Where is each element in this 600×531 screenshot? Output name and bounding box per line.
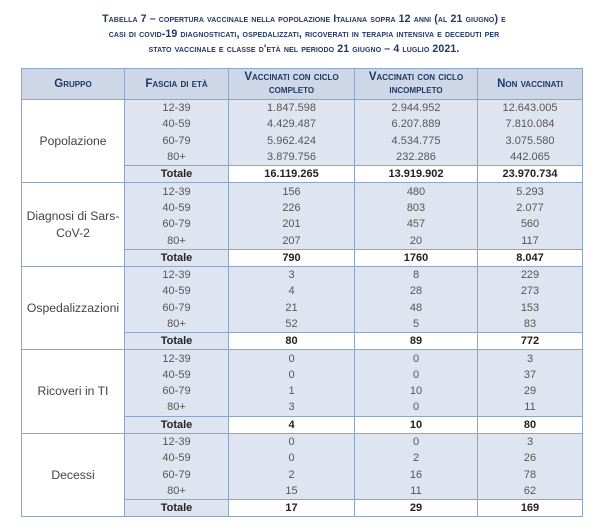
value-cell-incompleto: 8 [355, 266, 478, 283]
table-row [22, 266, 583, 283]
age-band-cell: 12-39 [125, 433, 229, 450]
value-cell-non: 83 [478, 316, 583, 333]
value-cell-incompleto: 232.286 [355, 149, 478, 166]
value-cell-non: 229 [478, 266, 583, 283]
value-cell-completo: 2 [229, 467, 355, 483]
value-cell-non: 3.075.580 [478, 133, 583, 149]
total-label: Totale [125, 416, 229, 433]
total-cell-non: 169 [478, 500, 583, 517]
age-band-cell: 60-79 [125, 300, 229, 316]
value-cell-completo: 226 [229, 200, 355, 216]
header-completo: Vaccinati con ciclo completo [229, 69, 355, 100]
age-band-cell: 80+ [125, 483, 229, 500]
group-label: Ricoveri in TI [22, 350, 125, 433]
age-band-cell: 80+ [125, 232, 229, 249]
total-cell-incompleto: 1760 [355, 249, 478, 266]
value-cell-non: 3 [478, 350, 583, 367]
age-band-cell: 60-79 [125, 216, 229, 232]
group-label: Decessi [22, 433, 125, 516]
table-row [22, 183, 583, 200]
caption-line-2: casi di covid-19 diagnosticati, ospedalizzati, ricoverati in terapia intensiva e deceduti per [108, 28, 500, 40]
age-band-cell: 40-59 [125, 116, 229, 132]
value-cell-incompleto: 10 [355, 383, 478, 399]
table-row [22, 350, 583, 367]
total-label: Totale [125, 249, 229, 266]
value-cell-incompleto: 0 [355, 433, 478, 450]
value-cell-non: 12.643.005 [478, 100, 583, 117]
value-cell-incompleto: 0 [355, 399, 478, 416]
value-cell-non: 11 [478, 399, 583, 416]
total-cell-completo: 16.119.265 [229, 166, 355, 183]
header-incompleto: Vaccinati con ciclo incompleto [355, 69, 478, 100]
caption-line-3: stato vaccinale e classe d'età nel periodo 21 giugno – 4 luglio 2021. [148, 43, 460, 55]
table-row [22, 100, 583, 117]
value-cell-completo: 4.429.487 [229, 116, 355, 132]
age-band-cell: 80+ [125, 149, 229, 166]
value-cell-completo: 3 [229, 399, 355, 416]
value-cell-incompleto: 6.207.889 [355, 116, 478, 132]
total-label: Totale [125, 333, 229, 350]
total-cell-incompleto: 89 [355, 333, 478, 350]
value-cell-incompleto: 2.944.952 [355, 100, 478, 117]
value-cell-completo: 201 [229, 216, 355, 232]
value-cell-incompleto: 4.534.775 [355, 133, 478, 149]
value-cell-completo: 4 [229, 283, 355, 299]
value-cell-completo: 156 [229, 183, 355, 200]
value-cell-incompleto: 2 [355, 450, 478, 466]
age-band-cell: 40-59 [125, 283, 229, 299]
total-cell-non: 772 [478, 333, 583, 350]
total-cell-completo: 80 [229, 333, 355, 350]
value-cell-incompleto: 480 [355, 183, 478, 200]
value-cell-non: 117 [478, 232, 583, 249]
value-cell-non: 26 [478, 450, 583, 466]
value-cell-incompleto: 28 [355, 283, 478, 299]
total-cell-incompleto: 10 [355, 416, 478, 433]
caption-line-1: Tabella 7 – copertura vaccinale nella popolazione Italiana sopra 12 anni (al 21 giugno) e [102, 13, 506, 25]
age-band-cell: 80+ [125, 316, 229, 333]
vaccination-table [21, 68, 583, 517]
value-cell-completo: 0 [229, 450, 355, 466]
table-caption [30, 12, 578, 57]
value-cell-incompleto: 48 [355, 300, 478, 316]
value-cell-non: 273 [478, 283, 583, 299]
value-cell-incompleto: 0 [355, 350, 478, 367]
age-band-cell: 40-59 [125, 200, 229, 216]
total-label: Totale [125, 500, 229, 517]
value-cell-completo: 21 [229, 300, 355, 316]
value-cell-non: 2.077 [478, 200, 583, 216]
age-band-cell: 12-39 [125, 266, 229, 283]
total-cell-completo: 17 [229, 500, 355, 517]
value-cell-non: 560 [478, 216, 583, 232]
age-band-cell: 60-79 [125, 383, 229, 399]
value-cell-incompleto: 803 [355, 200, 478, 216]
value-cell-non: 29 [478, 383, 583, 399]
header-non-vaccinati: Non vaccinati [478, 69, 583, 100]
age-band-cell: 12-39 [125, 100, 229, 117]
value-cell-non: 37 [478, 367, 583, 383]
value-cell-completo: 207 [229, 232, 355, 249]
total-cell-completo: 4 [229, 416, 355, 433]
value-cell-non: 3 [478, 433, 583, 450]
value-cell-completo: 3 [229, 266, 355, 283]
age-band-cell: 60-79 [125, 133, 229, 149]
group-label: Diagnosi di Sars-CoV-2 [22, 183, 125, 266]
value-cell-incompleto: 457 [355, 216, 478, 232]
table-body [22, 100, 583, 517]
total-cell-incompleto: 29 [355, 500, 478, 517]
total-cell-completo: 790 [229, 249, 355, 266]
value-cell-incompleto: 20 [355, 232, 478, 249]
value-cell-completo: 0 [229, 367, 355, 383]
value-cell-non: 78 [478, 467, 583, 483]
table-row [22, 433, 583, 450]
age-band-cell: 40-59 [125, 450, 229, 466]
group-label: Popolazione [22, 100, 125, 183]
total-cell-non: 8.047 [478, 249, 583, 266]
value-cell-incompleto: 0 [355, 367, 478, 383]
age-band-cell: 40-59 [125, 367, 229, 383]
value-cell-incompleto: 16 [355, 467, 478, 483]
total-cell-non: 80 [478, 416, 583, 433]
value-cell-completo: 0 [229, 433, 355, 450]
value-cell-non: 7.810.084 [478, 116, 583, 132]
value-cell-completo: 15 [229, 483, 355, 500]
value-cell-completo: 5.962.424 [229, 133, 355, 149]
age-band-cell: 12-39 [125, 350, 229, 367]
header-gruppo: Gruppo [22, 69, 125, 100]
age-band-cell: 60-79 [125, 467, 229, 483]
total-label: Totale [125, 166, 229, 183]
value-cell-completo: 3.879.756 [229, 149, 355, 166]
value-cell-completo: 1.847.598 [229, 100, 355, 117]
value-cell-non: 62 [478, 483, 583, 500]
total-cell-non: 23.970.734 [478, 166, 583, 183]
value-cell-non: 153 [478, 300, 583, 316]
header-fascia: Fascia di età [125, 69, 229, 100]
group-label: Ospedalizzazioni [22, 266, 125, 349]
total-cell-incompleto: 13.919.902 [355, 166, 478, 183]
value-cell-non: 5.293 [478, 183, 583, 200]
value-cell-completo: 1 [229, 383, 355, 399]
value-cell-non: 442.065 [478, 149, 583, 166]
age-band-cell: 80+ [125, 399, 229, 416]
value-cell-incompleto: 11 [355, 483, 478, 500]
value-cell-completo: 52 [229, 316, 355, 333]
age-band-cell: 12-39 [125, 183, 229, 200]
value-cell-completo: 0 [229, 350, 355, 367]
value-cell-incompleto: 5 [355, 316, 478, 333]
